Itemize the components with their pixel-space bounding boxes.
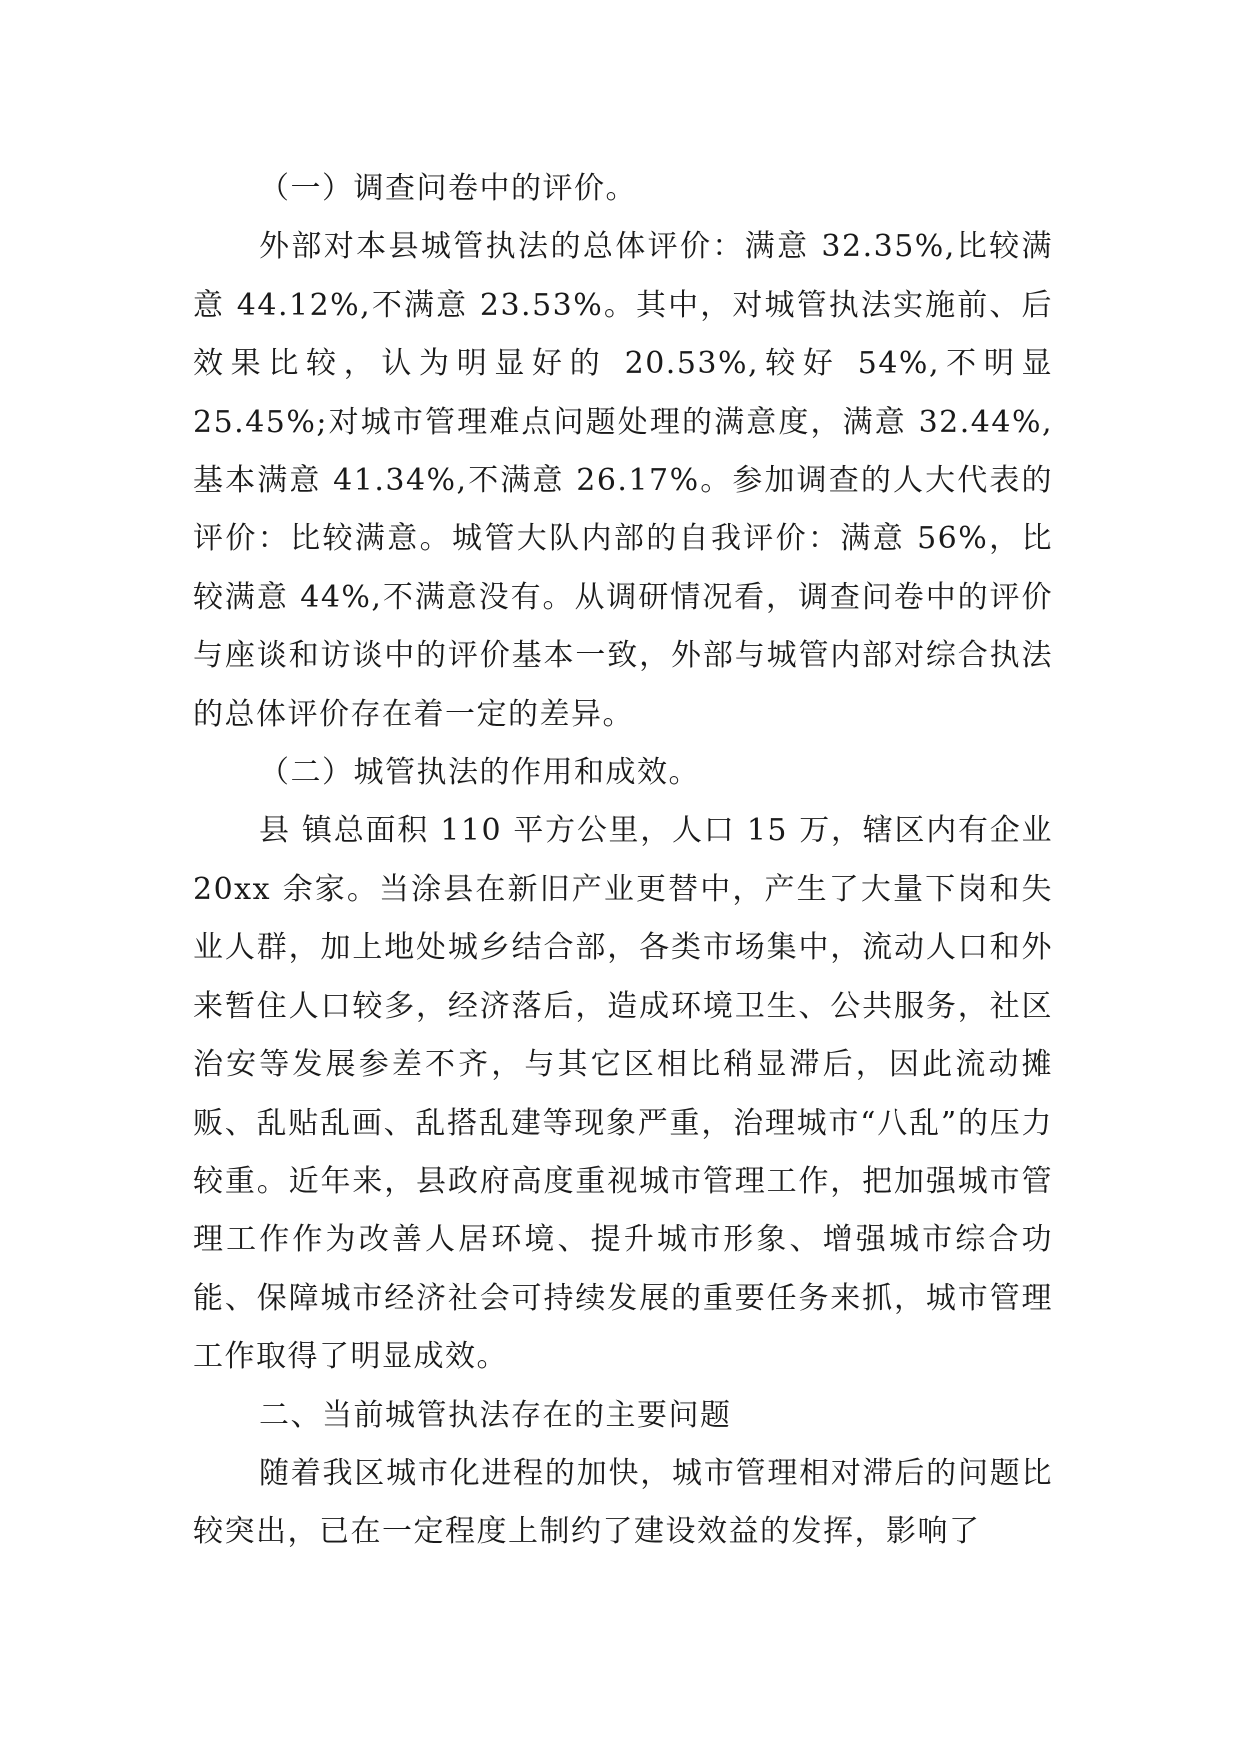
paragraph-survey-results: 外部对本县城管执法的总体评价：满意 32.35%,比较满意 44.12%,不满意 23.53%。其中，对城管执法实施前、后效果比较，认为明显好的 20.53%,较好 54%,不明显 25.45%;对城市管理难点问题处理的满意度，满意 32.44%,基本满意 41.34%,不满意 26.17%。参加调查的人大代表的评价：比较满意。城管大队内部的自我评价：满意 56%，比较满意 44%,不满意没有。从调研情况看，调查问卷中的评价与座谈和访谈中的评价基本一致，外部与城管内部对综合执法的总体评价存在着一定的差异。 [193,229,1053,732]
section-heading-main-problems: 二、当前城管执法存在的主要问题 [259,1397,732,1433]
section-heading-effects: （二）城管执法的作用和成效。 [259,755,700,791]
paragraph-problems-intro: 随着我区城市化进程的加快，城市管理相对滞后的问题比较突出，已在一定程度上制约了建设效益的发挥，影响了 [193,1455,1053,1550]
section-heading-survey-evaluation: （一）调查问卷中的评价。 [259,171,637,206]
paragraph-town-overview: 县 镇总面积 110 平方公里，人口 15 万，辖区内有企业 20xx 余家。当涂县在新旧产业更替中，产生了大量下岗和失业人群，加上地处城乡结合部，各类市场集中，流动人口和外来暂住人口较多，经济落后，造成环境卫生、公共服务，社区治安等发展参差不齐，与其它区相比稍显滞后，因此流动摊贩、乱贴乱画、乱搭乱建等现象严重，治理城市“八乱”的压力较重。近年来，县政府高度重视城市管理工作，把加强城市管理工作作为改善人居环境、提升城市形象、增强城市综合功能、保障城市经济社会可持续发展的重要任务来抓，城市管理工作取得了明显成效。 [193,813,1053,1375]
document-page [193,160,1053,1562]
